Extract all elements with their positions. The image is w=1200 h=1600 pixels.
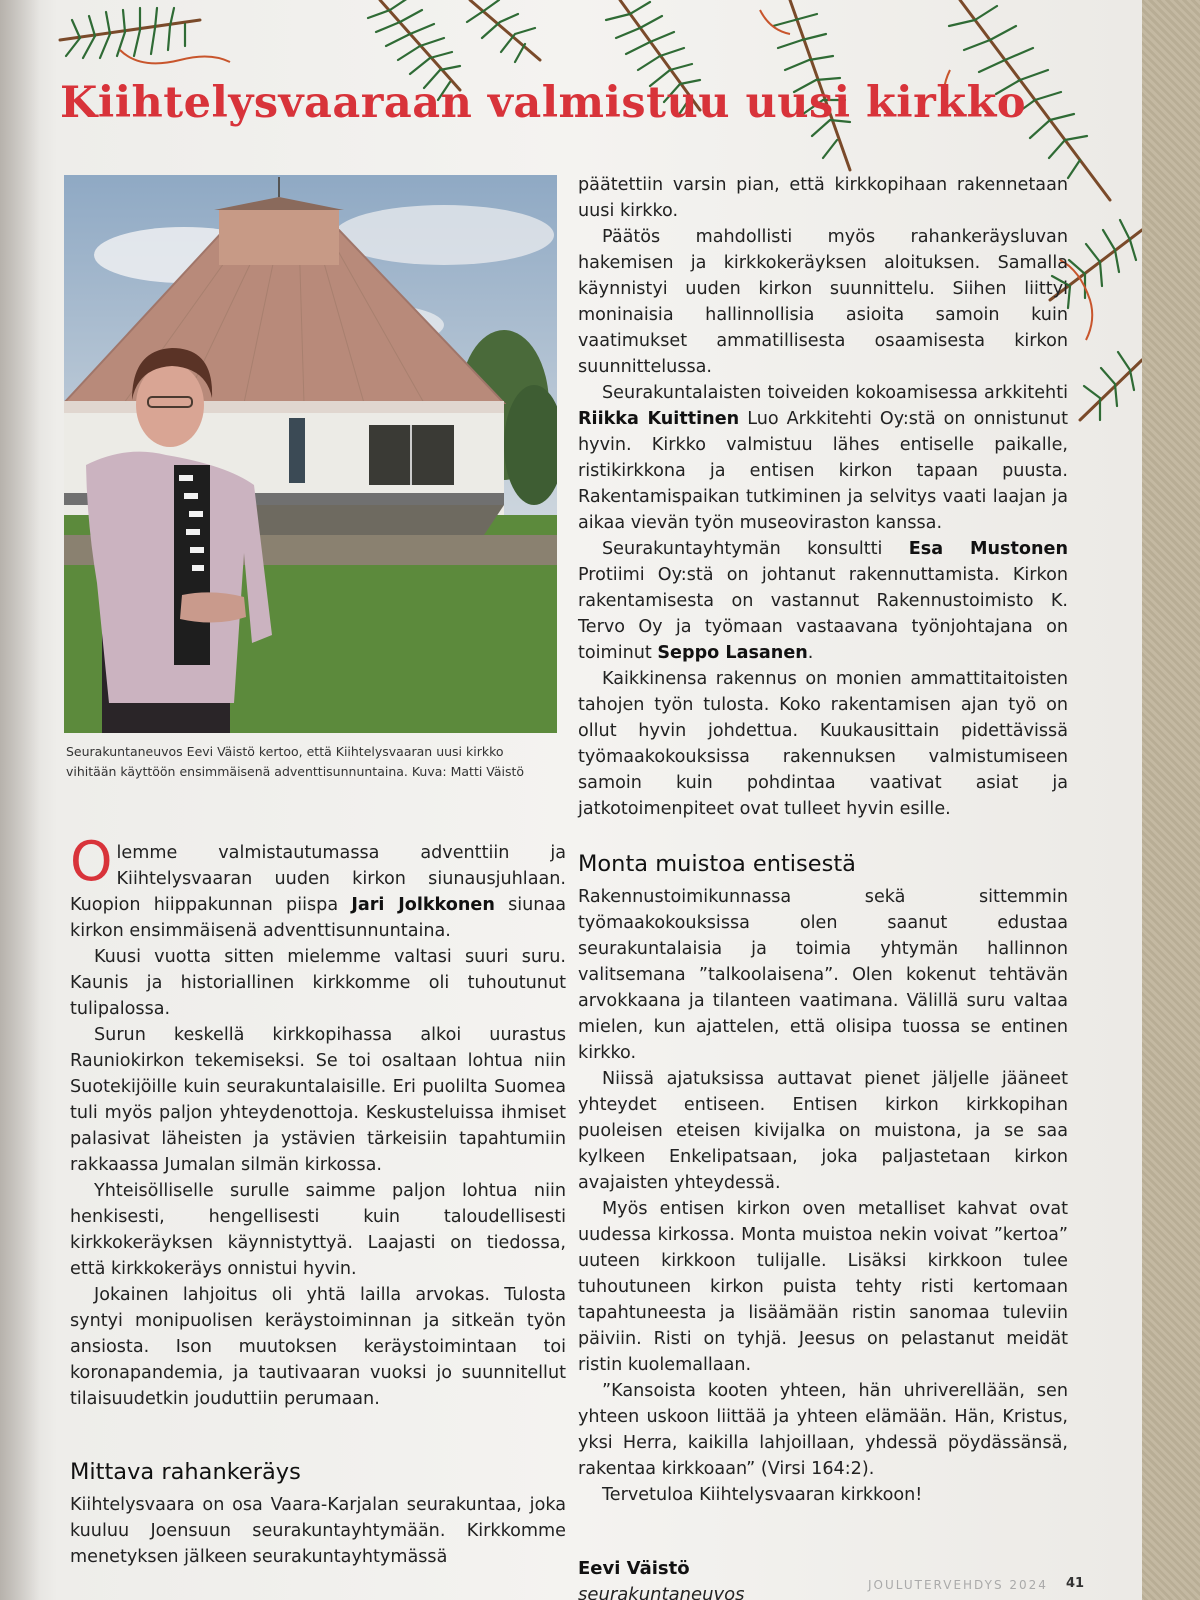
- page-fold-shadow: [0, 0, 40, 1600]
- body-paragraph: Kuusi vuotta sitten mielemme valtasi suuri suru. Kaunis ja historiallinen kirkkomme oli tuhoutunut tulipalossa.: [70, 947, 566, 1019]
- article-title: Kiihtelysvaaraan valmistuu uusi kirkko: [60, 78, 1027, 128]
- hymn-quote: ”Kansoista kooten yhteen, hän uhriverellään, sen yhteen uskoon liittää ja yhteen elämään. Hän, Kristus, yksi Herra, kaikilla lahjoillaan, yhdessä pöydässänsä, rakentaa kirkkoaan” (Virsi 164:2).: [578, 1381, 1068, 1479]
- author-title: seurakuntaneuvos: [578, 1584, 745, 1600]
- intro-paragraph: Olemme valmistautumassa adventtiin ja Kiihtelysvaaran uuden kirkon siunausjuhlaan. Kuopion hiippakunnan piispa Jari Jolkkonen siunaa kirkon ensimmäisenä adventtisunnuntaina.: [70, 830, 567, 941]
- body-paragraph: Niissä ajatuksissa auttavat pienet jäljelle jääneet yhteydet entiseen. Entisen kirkon kirkkopihan puoleisen eteisen kivijalka on muistona, ja se saa kylkeen Enkelipatsaan, joka paljastetaan kirkon avajaisten yhteydessä.: [578, 1069, 1068, 1193]
- body-paragraph: Jokainen lahjoitus oli yhtä lailla arvokas. Tulosta syntyi monipuolisen keräystoiminnan ja sitkeän työn ansiosta. Ison muutoksen keräystoimintaan toi koronapandemia, ja tautivaaran vuoksi jo suunnitellut tilaisuudetkin jouduttiin perumaan.: [70, 1285, 566, 1409]
- article-column-2: [578, 172, 1068, 1600]
- body-paragraph: Seurakuntayhtymän konsultti Esa Mustonen Protiimi Oy:stä on johtanut rakennuttamista. Kirkon rakentamisesta on vastannut Rakennustoimisto K. Tervo Oy ja työmaan vastaavana työnjohtajana on toiminut Seppo Lasanen.: [578, 539, 1068, 663]
- closing-line: Tervetuloa Kiihtelysvaaran kirkkoon!: [602, 1485, 923, 1505]
- fabric-background: [1140, 0, 1200, 1600]
- section-heading: Monta muistoa entisestä: [578, 851, 856, 877]
- magazine-name: JOULUTERVEHDYS 2024: [868, 1578, 1048, 1592]
- body-paragraph: Päätös mahdollisti myös rahankeräysluvan hakemisen ja kirkkokeräyksen aloituksen. Samalla käynnistyi uuden kirkon suunnittelu. Siihen liittyi moninaisia hallinnollisia asioita samoin kuin vaatimukset ammatillisesta osaamisesta kirkon suunnittelussa.: [578, 227, 1068, 377]
- body-paragraph: Rakennustoimikunnassa sekä sittemmin työmaakokouksissa olen saanut edustaa seurakuntalaisia ja toimia yhtymän hallinnon valitsemana ”talkoolaisena”. Olen kokenut tehtävän arvokkaana ja tilanteen vaatimana. Välillä suru valtaa mielen, kun ajattelen, että olisipa tuossa se entinen kirkko.: [578, 887, 1068, 1063]
- body-paragraph: Surun keskellä kirkkopihassa alkoi uurastus Rauniokirkon tekemiseksi. Se toi osaltaan lohtua niin Suotekijöille kuin seurakuntalaisille. Eri puolilta Suomea tuli myös paljon yhteydenottoja. Keskusteluissa ihmiset palasivat läheisten ja ystävien tärkeisiin tapahtumiin rakkaassa Jumalan silmän kirkossa.: [70, 1025, 566, 1175]
- person-name: Seppo Lasanen: [657, 643, 808, 663]
- drop-cap: O: [70, 830, 113, 893]
- section-heading: Mittava rahankeräys: [70, 1459, 301, 1485]
- person-name: Riikka Kuittinen: [578, 409, 740, 429]
- person-name: Jari Jolkkonen: [351, 895, 495, 915]
- article-column-1: [70, 830, 567, 1570]
- body-paragraph: Myös entisen kirkon oven metalliset kahvat ovat uudessa kirkossa. Monta muistoa nekin voivat ”kertoa” uuteen kirkkoon tulijalle. Lisäksi kirkkoon tulee tuhoutuneen kirkon puista tehty risti kertomaan tapahtuneesta ja lisäämään ristin sanomaa tuleviin päiviin. Risti on tyhjä. Jeesus on pelastanut meidät ristin kuolemallaan.: [578, 1199, 1068, 1375]
- photo-caption: Seurakuntaneuvos Eevi Väistö kertoo, että Kiihtelysvaaran uusi kirkko vihitään käyttöön ensimmäisenä adventtisunnuntaina. Kuva: Matti Väistö: [66, 744, 525, 779]
- body-paragraph: Seurakuntalaisten toiveiden kokoamisessa arkkitehti Riikka Kuittinen Luo Arkkitehti Oy:stä on onnistunut hyvin. Kirkko valmistuu lähes entiselle paikalle, ristikirkkona ja entisen kirkon tapaan puusta. Rakentamispaikan tutkiminen ja selvitys vaati laajan ja aikaa vievän työn museoviraston kanssa.: [578, 383, 1068, 533]
- body-paragraph: Yhteisölliselle surulle saimme paljon lohtua niin henkisesti, hengellisesti kuin taloudellisesti kirkkokeräyksen käynnistyttyä. Laajasti on tiedossa, että kirkkokeräys onnistui hyvin.: [70, 1181, 566, 1279]
- body-paragraph: päätettiin varsin pian, että kirkkopihaan rakennetaan uusi kirkko.: [578, 175, 1068, 221]
- body-paragraph: Kaikkinensa rakennus on monien ammattitaitoisten tahojen työn tulosta. Koko rakentamisen ajan työ on ollut hyvin johdettua. Kuukausittain pidettävissä työmaakokouksissa rakennuksen valmistumiseen samoin kuin pohdintaa vaativat asiat ja jatkotoimenpiteet ovat tulleet hyvin esille.: [578, 669, 1068, 819]
- page-number: 41: [1066, 1576, 1085, 1591]
- church-photo: [64, 175, 557, 733]
- author-name: Eevi Väistö: [578, 1558, 690, 1579]
- body-paragraph: Kiihtelysvaara on osa Vaara-Karjalan seurakuntaa, joka kuuluu Joensuun seurakuntayhtymään. Kirkkomme menetyksen jälkeen seurakuntayhtymässä: [70, 1495, 566, 1567]
- person-name: Esa Mustonen: [908, 539, 1068, 559]
